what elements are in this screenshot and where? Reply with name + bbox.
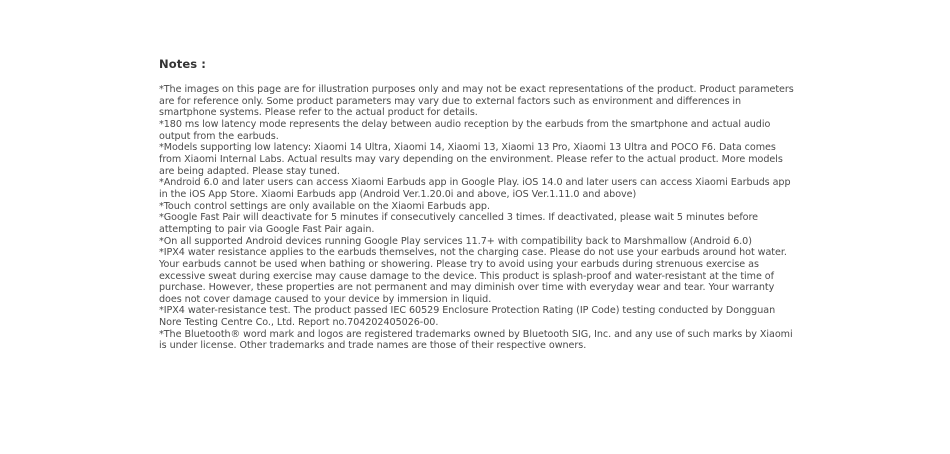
note-ipx4-water-resistance: *IPX4 water resistance applies to the earbuds themselves, not the charging case. Please do not use your earbuds around hot water. Your earbuds cannot be used when bathing or showering. Please try to avoid using your earbuds during strenuous exercise as excessive sweat during exercise may cause damage to the device. This product is splash-proof and water-resistant at the time of purchase. However, these properties are not permanent and may diminish over time with everyday wear and tear. Your warranty does not cover damage caused to your device by immersion in liquid. <box>159 247 787 305</box>
note-touch-control: *Touch control settings are only available on the Xiaomi Earbuds app. <box>159 200 490 212</box>
note-low-latency-mode: *180 ms low latency mode represents the delay between audio reception by the earbuds from the smartphone and actual audio output from the earbuds. <box>159 118 771 142</box>
note-bluetooth-trademark: *The Bluetooth® word mark and logos are registered trademarks owned by Bluetooth SIG, Inc. and any use of such marks by Xiaomi is under license. Other trademarks and trade names are those of their respective owners. <box>159 328 793 352</box>
note-ipx4-test: *IPX4 water-resistance test. The product passed IEC 60529 Enclosure Protection Rating (IP Code) testing conducted by Dongguan Nore Testing Centre Co., Ltd. Report no.704202405026-00. <box>159 305 776 329</box>
notes-section <box>159 57 795 352</box>
notes-title: Notes : <box>159 57 206 71</box>
note-supported-models: *Models supporting low latency: Xiaomi 14 Ultra, Xiaomi 14, Xiaomi 13, Xiaomi 13 Pro, Xiaomi 13 Ultra and POCO F6. Data comes from Xiaomi Internal Labs. Actual results may vary depending on the environment. Please refer to the actual product. More models are being adapted. Please stay tuned. <box>159 142 783 177</box>
note-illustration-disclaimer: *The images on this page are for illustration purposes only and may not be exact representations of the product. Product parameters are for reference only. Some product parameters may vary due to external factors such as environment and differences in smartphone systems. Please refer to the actual product for details. <box>159 84 794 119</box>
note-earbuds-app: *Android 6.0 and later users can access Xiaomi Earbuds app in Google Play. iOS 14.0 and later users can access Xiaomi Earbuds app in the iOS App Store. Xiaomi Earbuds app (Android Ver.1.20.0i and above, iOS Ver.1.11.0 and above) <box>159 177 791 200</box>
notes-list <box>159 84 795 352</box>
note-google-fast-pair: *Google Fast Pair will deactivate for 5 minutes if consecutively cancelled 3 times. If deactivated, please wait 5 minutes before attempting to pair via Google Fast Pair again. <box>159 212 759 235</box>
note-android-compatibility: *On all supported Android devices running Google Play services 11.7+ with compatibility back to Marshmallow (Android 6.0) <box>159 235 752 247</box>
